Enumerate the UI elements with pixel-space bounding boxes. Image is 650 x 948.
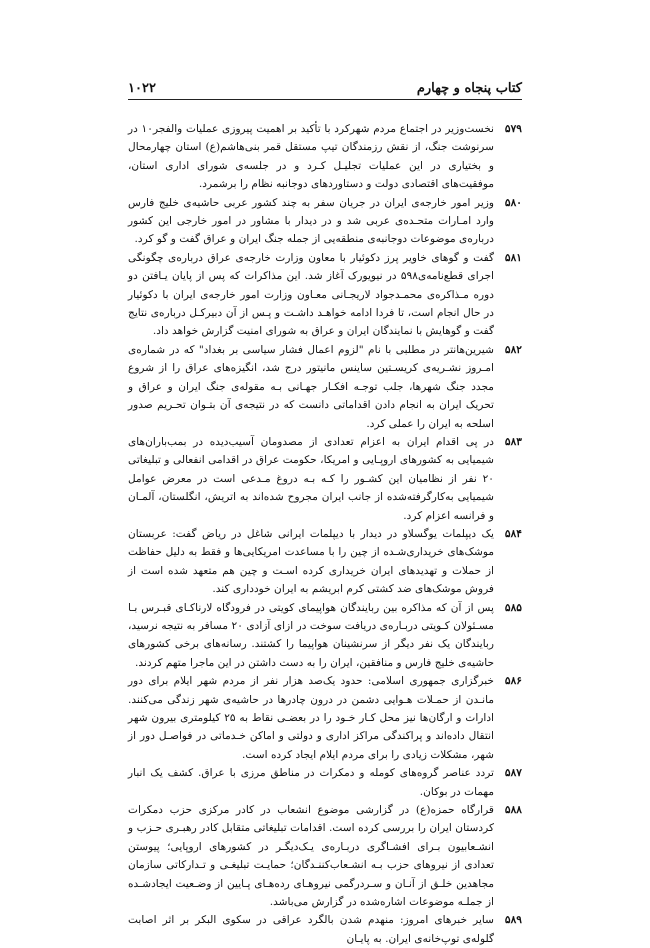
entry-text: سایر خبرهای امروز: منهدم شدن بالگرد عراقی در سکوی البکر بر اثر اصابت گلوله‌ی توپ‌خانه‌ی ایران. به پایـان [128,914,494,945]
entry-number: ۵۸۴ [504,527,522,540]
entry-589 [128,911,522,948]
entry-text: پس از آن که مذاکره بین ربایندگان هواپیمای کویتی در فرودگاه لارناکـای قبـرس بـا مسـئولان کـویتی دربـاره‌ی دریافت سوخت در ازای آزادی ۲۰ مسافر به نتیجه نرسید، ربایندگان یک نفر دیگر از سرنشینان هواپیما را کشتند. رسانه‌های برخی کشورهای حاشیه‌ی خلیج فارس و منافقین، ایران را به دست داشتن در این ماجرا متهم کردند. [128,601,494,669]
entry-581 [128,249,522,341]
chronology-entries [128,120,522,948]
entry-text: گفت و گوهای خاویر پرز دکوئیار با معاون وزارت خارجه‌ی عراق درباره‌ی چگونگی اجرای قطع‌نامه‌ی۵۹۸ در نیویورک آغاز شد. این مذاکرات که پس از پایان یـافتن دو دوره مـذاکره‌ی محمـدجواد لاریجـانی معـاون وزارت امور خارجه‌ی ایران با دکوئیار در حال انجام است، تا فردا ادامه خواهـد داشـت و پـس از آن دبیرکـل درباره‌ی نتایج گفت و گوهایش با نمایندگان ایران و عراق به شورای امنیت گزارش خواهد داد. [128,251,494,338]
entry-number: ۵۸۲ [504,343,522,356]
entry-text: قرارگاه حمزه(ع) در گزارشی موضوع انشعاب در کادر مرکزی حزب دمکرات کردستان ایران را بررسی کرده است. اقدامات تبلیغاتی متقابل کادر رهبـری حـزب و انشـعابیون بـرای افشـاگری دربـاره‌ی یـک‌دیگـر در کشورهای اروپایی؛ پیوستن تعدادی از نیروهای حزب بـه انشـعاب‌کننـدگان؛ حمایـت تبلیغـی و تـدارکاتی سازمان مجاهدین خلـق از آنـان و سـردرگمی نیروهـای رده‌هـای پـایین از وضـعیت ایجادشـده از جملـه موضوعات اشاره‌شده در گزارش می‌باشد. [128,804,494,909]
entry-579 [128,120,522,194]
entry-text: تردد عناصر گروه‌های کومله و دمکرات در مناطق مرزی با عراق. کشف یک انبار مهمات در بوکان. [128,767,494,798]
entry-text: وزیر امور خارجه‌ی ایران در جریان سفر به چند کشور عربی حاشیه‌ی خلیج فارس وارد امـارات متحـده‌ی عربی شد و در دیدار با مشاور در امور خارجی این کشور درباره‌ی موضوعات دوجانبه‌ی منطقه‌یی از جمله جنگ ایران و عراق گفت و گو کرد. [128,196,494,246]
entry-583 [128,433,522,525]
book-title: کتاب پنجاه و چهارم [416,81,522,96]
entry-number: ۵۷۹ [504,123,522,135]
entry-580 [128,194,522,249]
entry-number: ۵۸۹ [504,914,522,927]
entry-587 [128,764,522,801]
entry-number: ۵۸۰ [504,196,522,209]
entry-number: ۵۸۳ [504,435,522,448]
entry-number: ۵۸۵ [504,601,522,614]
entry-text: شیرین‌هانتر در مطلبی با نام "لزوم اعمال فشار سیاسی بر بغداد" که در شماره‌ی امـروز نشـریه‌ی کریسـتین ساینس مانیتور درج شد، انگیزه‌های عراق را از شروع مجدد جنگ شهرها، جلب توجـه افکـار جهـانی بـه مقوله‌ی جنگ ایران و عراق و تحریک ایران به انجام دادن اقداماتی دانست که در نتیجه‌ی آن بتـوان تحـریم صدور اسلحه به ایران را عملی کرد. [128,343,494,430]
page-number: ۱۰۲۲ [128,81,156,96]
entry-585 [128,599,522,673]
entry-582 [128,341,522,433]
entry-584 [128,525,522,599]
entry-number: ۵۸۶ [504,675,522,688]
entry-number: ۵۸۷ [504,767,522,780]
entry-588 [128,801,522,911]
page-header [128,78,522,100]
entry-number: ۵۸۸ [504,804,522,817]
entry-text: یک دیپلمات یوگسلاو در دیدار با دیپلمات ایرانی شاغل در ریاض گفت: عربستان موشک‌های خریداری‌شـده از چین را با مساعدت امریکایی‌ها و فقط به دلیل حفاظت از حملات و تهدیدهای ایران خریداری کرده اسـت و چین هم متعهد شده است از فروش موشک‌های ضد کشتی کرم ابریشم به ایران خودداری کند. [128,527,494,596]
entry-text: در پی اقدام ایران به اعزام تعدادی از مصدومان آسیب‌دیده در بمب‌باران‌های شیمیایی به کشورهای اروپـایی و امریکا، حکومت عراق در اقدامی انفعالی و تبلیغاتی ۲۰ نفر از نظامیان این کشـور را کـه بـه دروغ مـدعی است در معرض عوامل شیمیایی به‌کارگرفته‌شده از جانب ایران مجروح شده‌اند به اتریش، انگلستان، آلمـان و فرانسه اعزام کرد. [128,435,494,522]
entry-586 [128,672,522,764]
entry-number: ۵۸۱ [504,251,522,264]
entry-text: نخست‌وزیر در اجتماع مردم شهرکرد با تأکید بر اهمیت پیروزی عملیات والفجر۱۰ در سرنوشت جنگ، از نقش رزمندگان تیپ مستقل قمر بنی‌هاشم(ع) استان چهارمحال و بختیاری در این عملیات تجلیـل کـرد و در جلسه‌ی شورای اداری استان، موفقیت‌های اقتصادی دولت و دستاوردهای دوجانبه نظام را برشمرد. [128,123,494,191]
entry-text: خبرگزاری جمهوری اسلامی: حدود یک‌صد هزار نفر از مردم شهر ایلام برای دور مانـدن از حمـلات هـوایی دشمن در درون چادرها در حاشیه‌ی شهر زندگی می‌کنند. ادارات و ارگان‌ها نیز محل کـار خـود را در بعضـی نقاط به ۲۵ کیلومتری بیرون شهر انتقال داده‌اند و پراکندگی مراکز اداری و دولتی و اماکن خـدماتی در فواصـل دور از شهر، مشکلات زیادی را برای مردم ایلام ایجاد کرده است. [128,675,494,761]
